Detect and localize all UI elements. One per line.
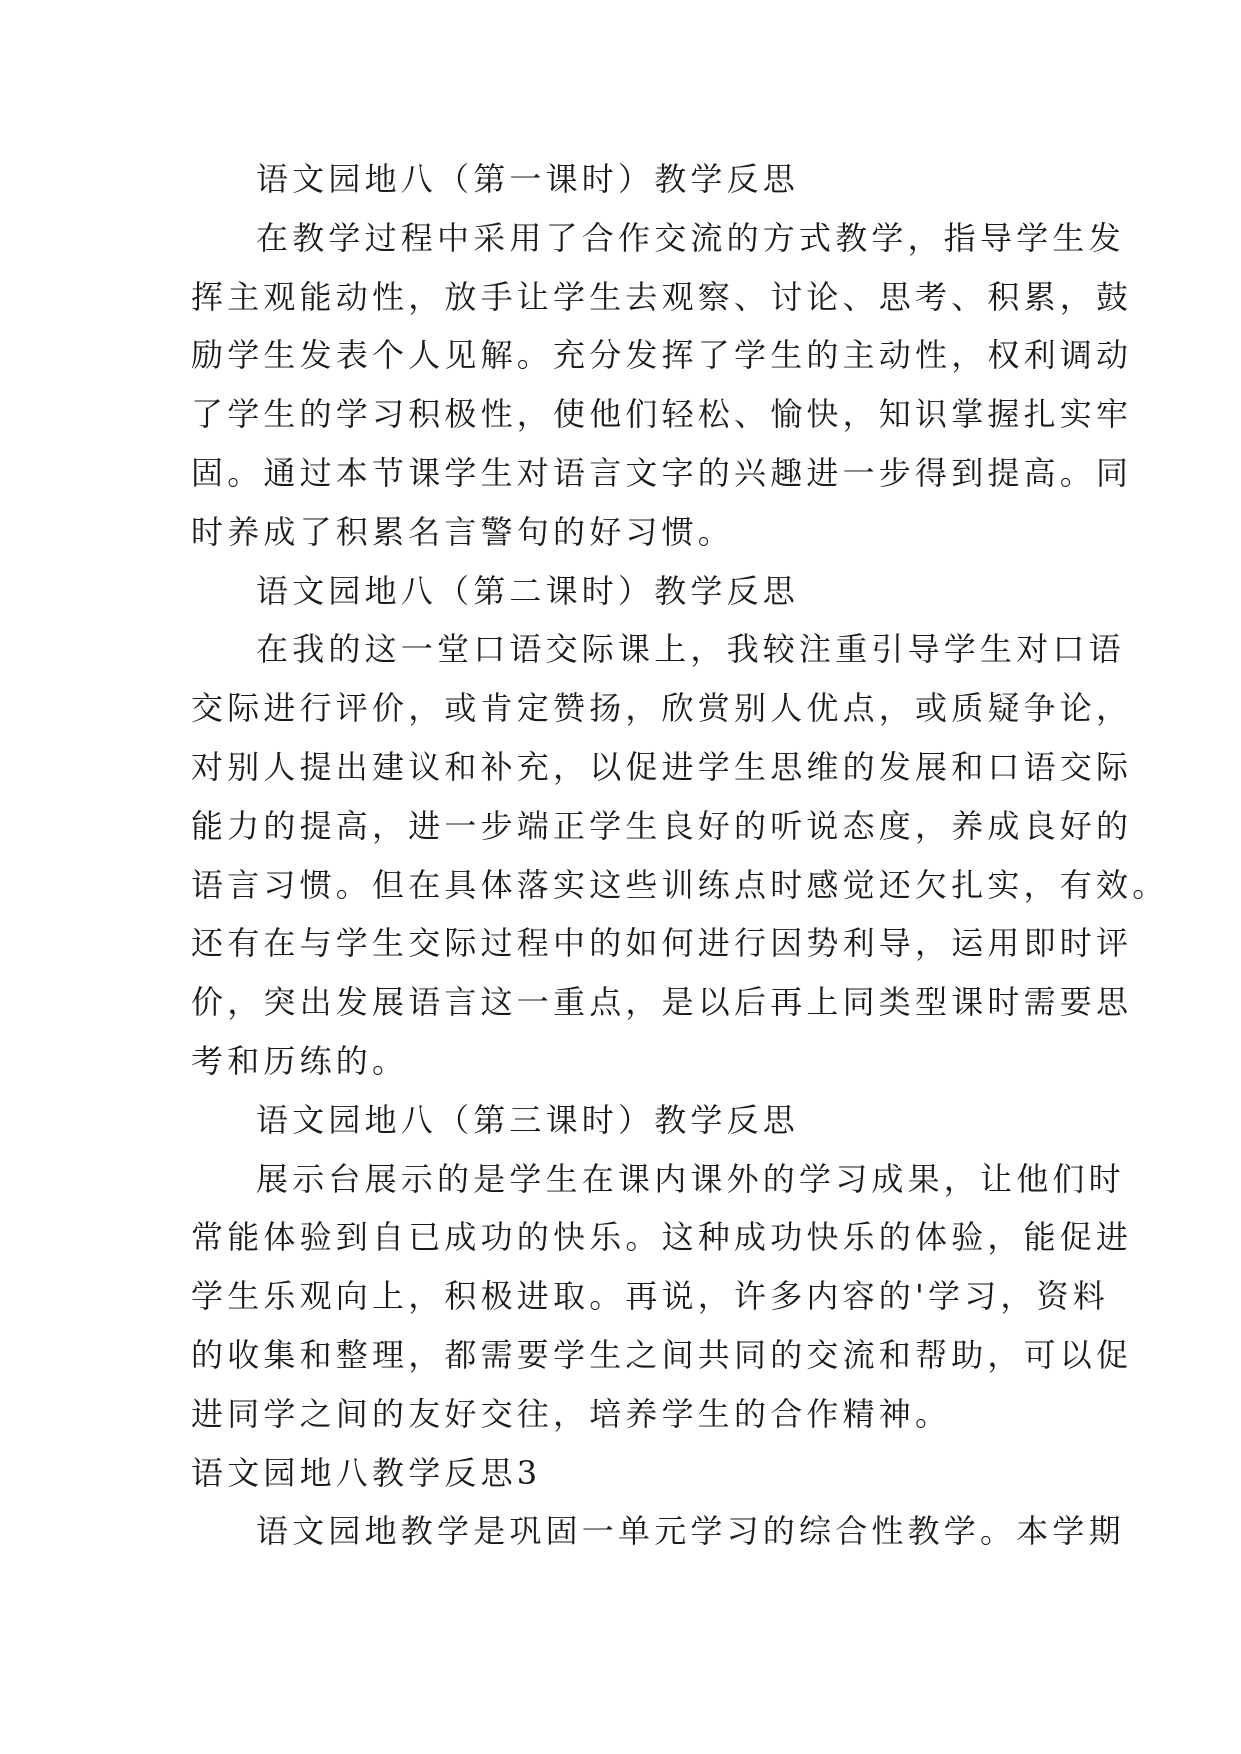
paragraph-line: 挥主观能动性，放手让学生去观察、讨论、思考、积累，鼓 — [191, 277, 1133, 316]
paragraph-line: 语言习惯。但在具体落实这些训练点时感觉还欠扎实，有效。 — [191, 865, 1169, 904]
paragraph-line: 展示台展示的是学生在课内课外的学习成果，让他们时 — [256, 1159, 1125, 1198]
subheading-line: 语文园地八（第三课时）教学反思 — [256, 1100, 800, 1139]
paragraph-line: 的收集和整理，都需要学生之间共同的交流和帮助，可以促 — [191, 1335, 1133, 1374]
paragraph-line: 对别人提出建议和补充，以促进学生思维的发展和口语交际 — [191, 747, 1133, 786]
paragraph-line: 固。通过本节课学生对语言文字的兴趣进一步得到提高。同 — [191, 453, 1133, 492]
paragraph-line: 了学生的学习积极性，使他们轻松、愉快，知识掌握扎实牢 — [191, 395, 1133, 434]
paragraph-line: 考和历练的。 — [191, 1041, 409, 1080]
document-body — [191, 150, 1169, 1561]
paragraph-line: 能力的提高，进一步端正学生良好的听说态度，养成良好的 — [191, 806, 1133, 845]
paragraph-line: 在教学过程中采用了合作交流的方式教学，指导学生发 — [256, 218, 1125, 257]
paragraph-line: 励学生发表个人见解。充分发挥了学生的主动性，权利调动 — [191, 336, 1133, 375]
section-title: 语文园地八教学反思3 — [191, 1453, 542, 1492]
subheading-line: 语文园地八（第二课时）教学反思 — [256, 571, 800, 610]
paragraph-line: 还有在与学生交际过程中的如何进行因势利导，运用即时评 — [191, 924, 1133, 963]
paragraph-line: 进同学之间的友好交往，培养学生的合作精神。 — [191, 1394, 952, 1433]
paragraph-line: 语文园地教学是巩固一单元学习的综合性教学。本学期 — [256, 1512, 1125, 1551]
paragraph-line: 在我的这一堂口语交际课上，我较注重引导学生对口语 — [256, 630, 1125, 669]
paragraph-line: 学生乐观向上，积极进取。再说，许多内容的'学习，资料 — [191, 1277, 1109, 1316]
paragraph-line: 常能体验到自已成功的快乐。这种成功快乐的体验，能促进 — [191, 1218, 1133, 1257]
paragraph-line: 时养成了积累名言警句的好习惯。 — [191, 512, 735, 551]
subheading-line: 语文园地八（第一课时）教学反思 — [256, 160, 800, 198]
paragraph-line: 交际进行评价，或肯定赞扬，欣赏别人优点，或质疑争论， — [191, 689, 1133, 728]
paragraph-line: 价，突出发展语言这一重点，是以后再上同类型课时需要思 — [191, 983, 1133, 1022]
